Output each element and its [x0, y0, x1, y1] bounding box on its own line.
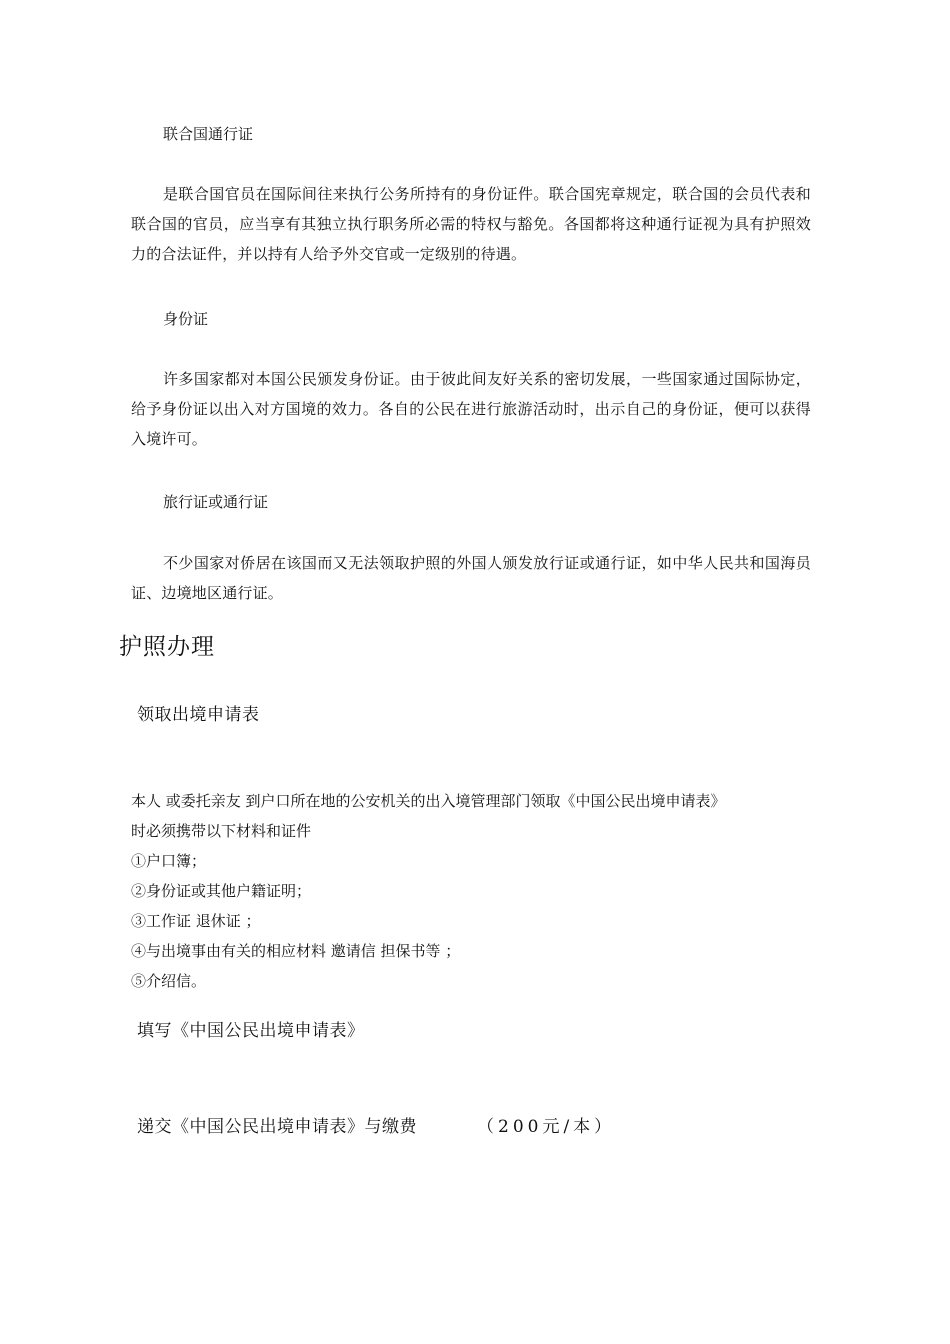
section-heading-travel-pass: 旅行证或通行证 — [163, 493, 269, 511]
step1-materials-list — [131, 786, 821, 996]
step3-heading-row — [137, 1112, 615, 1142]
fee-amount: （200元/本） — [477, 1117, 616, 1137]
list-item: 本人 或委托亲友 到户口所在地的公安机关的出入境管理部门领取《中国公民出境申请表》 — [131, 792, 726, 810]
section-heading-id-card: 身份证 — [163, 310, 209, 328]
list-item: ③工作证 退休证 ； — [131, 912, 261, 930]
section-body-travel-pass: 不少国家对侨居在该国而又无法领取护照的外国人颁发放行证或通行证，如中华人民共和国海员证、边境地区通行证。 — [131, 554, 811, 602]
list-item: ④与出境事由有关的相应材料 邀请信 担保书等 ； — [131, 942, 461, 960]
list-item: ①户口簿； — [131, 852, 207, 870]
step2-heading: 填写《中国公民出境申请表》 — [137, 1021, 365, 1041]
section-body-un-pass: 是联合国官员在国际间往来执行公务所持有的身份证件。联合国宪章规定，联合国的会员代表和联合国的官员，应当享有其独立执行职务所必需的特权与豁免。各国都将这种通行证视为具有护照效力的合法证件，并以持有人给予外交官或一定级别的待遇。 — [131, 185, 811, 263]
list-item: ⑤介绍信。 — [131, 972, 207, 990]
list-item: ②身份证或其他户籍证明； — [131, 882, 312, 900]
list-item: 时必须携带以下材料和证件 — [131, 822, 312, 840]
section-heading-un-pass: 联合国通行证 — [163, 125, 254, 143]
step3-heading: 递交《中国公民出境申请表》与缴费 — [137, 1117, 417, 1137]
passport-title: 护照办理 — [119, 634, 215, 660]
section-body-id-card: 许多国家都对本国公民颁发身份证。由于彼此间友好关系的密切发展，一些国家通过国际协定，给予身份证以出入对方国境的效力。各自的公民在进行旅游活动时，出示自己的身份证，便可以获得入境许可。 — [131, 370, 811, 448]
step1-heading: 领取出境申请表 — [137, 705, 260, 725]
